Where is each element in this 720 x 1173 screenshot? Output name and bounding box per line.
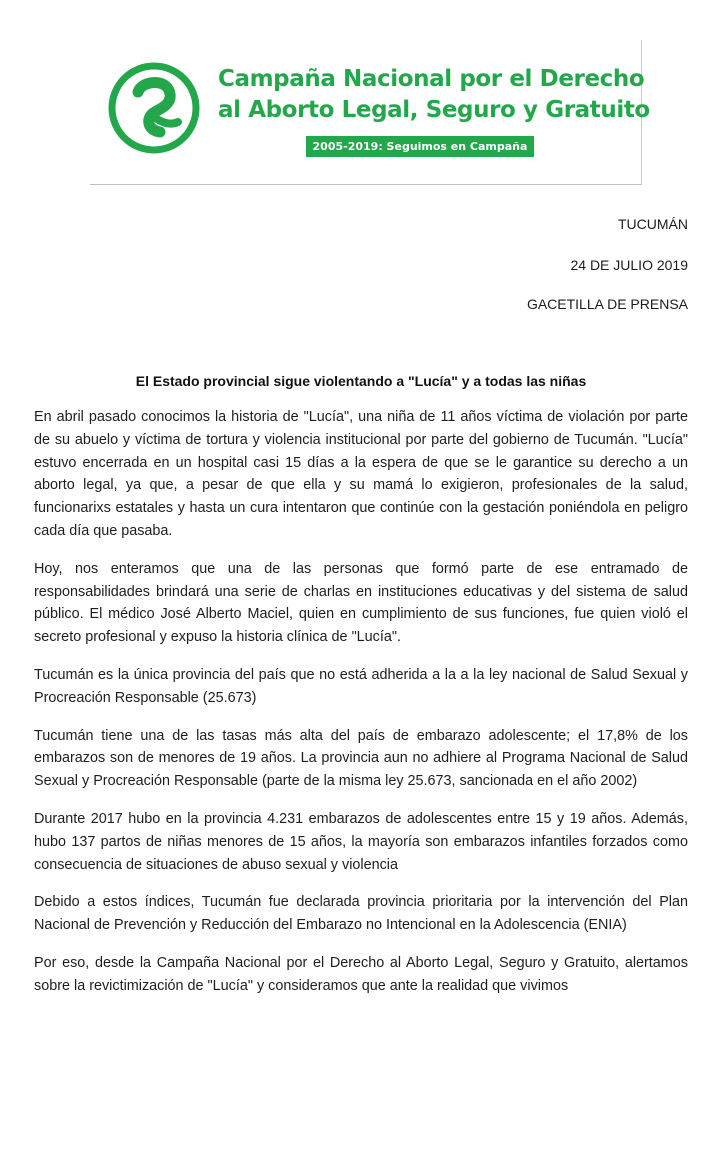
body-paragraph: Hoy, nos enteramos que una de las personas que formó parte de ese entramado de responsabilidades brindará una serie de charlas en instituciones educativas y del sistema de salud público. El médico José Alberto Maciel, quien en cumplimiento de sus funciones, fue quien violó el secreto profesional y expuso la historia clínica de "Lucía".: [34, 560, 688, 646]
document-type-line: GACETILLA DE PRENSA: [526, 296, 688, 312]
body-paragraph: Tucumán tiene una de las tasas más alta del país de embarazo adolescente; el 17,8% de los embarazos son de menores de 19 años. La provincia aun no adhiere al Programa Nacional de Salud Sexual y Procreación Responsable (parte de la misma ley 25.673, sancionada en el año 2002): [34, 727, 688, 790]
campaign-title-line-1: Campaña Nacional por el Derecho: [218, 66, 645, 92]
campaign-title-line-2: al Aborto Legal, Seguro y Gratuito: [218, 97, 650, 123]
campaign-title: [218, 64, 650, 126]
campaign-ribbon-icon: [108, 62, 200, 154]
city-line: TUCUMÁN: [618, 216, 688, 232]
body-paragraph: Por eso, desde la Campaña Nacional por el Derecho al Aborto Legal, Seguro y Gratuito, alertamos sobre la revictimización de "Lucía" y consideramos que ante la realidad que vivimos: [34, 954, 688, 994]
press-release-body: [34, 406, 688, 1013]
body-paragraph: Tucumán es la única provincia del país que no está adherida a la a la ley nacional de Salud Sexual y Procreación Responsable (25.673): [34, 666, 688, 706]
press-release-headline: El Estado provincial sigue violentando a "Lucía" y a todas las niñas: [135, 373, 587, 389]
campaign-tagline: 2005-2019: Seguimos en Campaña: [306, 136, 534, 157]
body-paragraph: Debido a estos índices, Tucumán fue declarada provincia prioritaria por la intervención del Plan Nacional de Prevención y Reducción del Embarazo no Intencional en la Adolescencia (ENIA): [34, 894, 688, 934]
letterhead: [90, 40, 650, 185]
body-paragraph: Durante 2017 hubo en la provincia 4.231 embarazos de adolescentes entre 15 y 19 años. Además, hubo 137 partos de niñas menores de 15 años, la mayoría son embarazos infantiles forzados como consecuencia de situaciones de abuso sexual y violencia: [34, 810, 688, 873]
date-line: 24 DE JULIO 2019: [570, 257, 688, 273]
body-paragraph: En abril pasado conocimos la historia de "Lucía", una niña de 11 años víctima de violación por parte de su abuelo y víctima de tortura y violencia institucional por parte del gobierno de Tucumán. "Lucía" estuvo encerrada en un hospital casi 15 días a la espera de que se le garantice su derecho a un aborto legal, ya que, a pesar de que ella y su mamá lo exigieron, profesionales de la salud, funcionarixs estatales y hasta un cura intentaron que continúe con la gestación poniéndola en peligro cada día que pasaba.: [34, 409, 688, 539]
